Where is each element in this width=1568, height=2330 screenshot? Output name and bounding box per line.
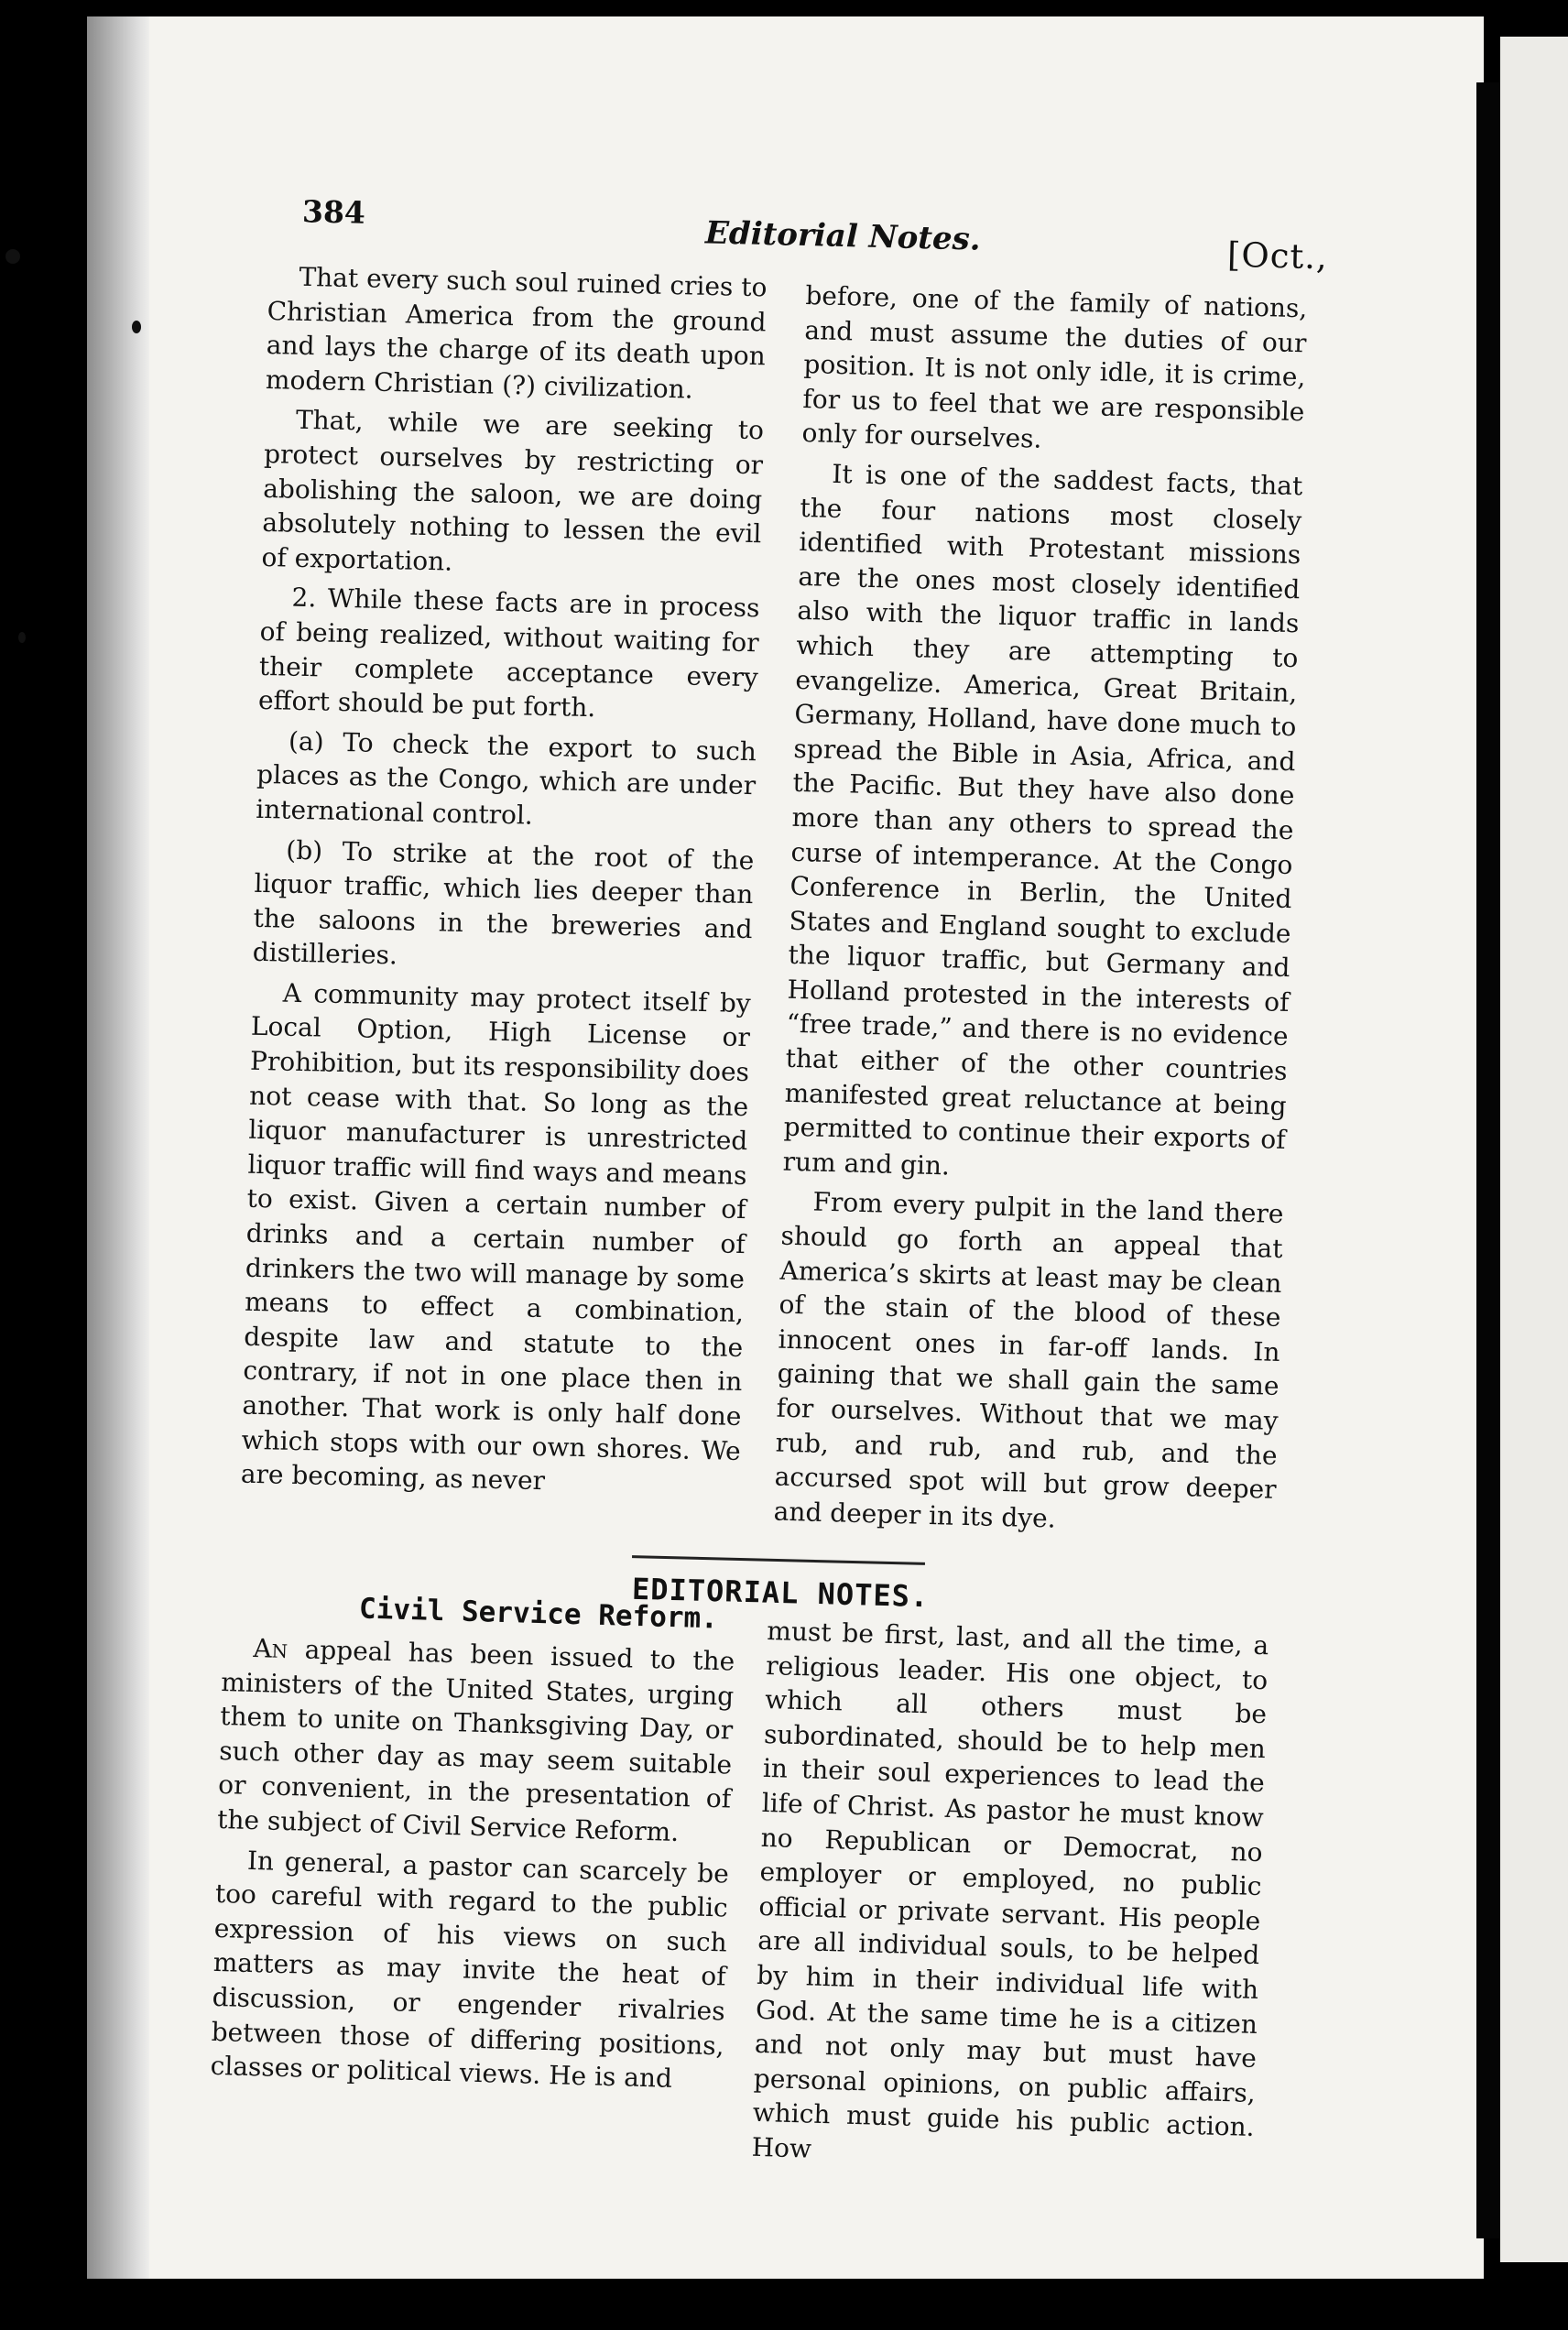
paragraph-text: appeal has been issued to the ministers of the United States, urging them to unite on Thanksgiving Day, or such other day as may seem suitable or convenient, in the presentation of the subject of Civil Service Reform. — [216, 1634, 735, 1847]
paragraph: That every such soul ruined cries to Christian America from the ground and lays the charge of its death upon modern Christian (?) civilization. — [265, 261, 768, 405]
paragraph: From every pulpit in the land there should go forth an appeal that America’s skirts at least may be clean of the stain of the blood of these innocent ones in far-off lands. In gaining that we shall gain the same for ourselves. Without that we may rub, and rub, and rub, and the accursed spot will but grow deeper and deeper in its dye. — [773, 1186, 1284, 1534]
top-left-column — [240, 259, 768, 1508]
paragraph: That, while we are seeking to protect ourselves by restricting or abolishing the saloon, we are doing absolutely nothing to lessen the evil of exportation. — [261, 405, 765, 577]
running-title: Editorial Notes. — [704, 214, 982, 258]
page-number: 384 — [301, 193, 366, 231]
paragraph: before, one of the family of nations, and must assume the duties of our position. It is not only idle, it is crime, for us to feel that we are responsible only for ourselves. — [801, 279, 1308, 455]
running-header — [301, 191, 1329, 278]
section-heading: EDITORIAL NOTES. — [631, 1571, 930, 1615]
bottom-right-column — [751, 1614, 1269, 2184]
top-right-column — [773, 278, 1308, 1547]
lead-word: An — [253, 1632, 289, 1664]
paragraph: (a) To check the export to such places as the Congo, which are under international control. — [256, 725, 757, 831]
binding-gutter — [87, 16, 149, 2279]
running-month-mark: [Oct., — [1226, 234, 1329, 278]
paragraph: must be first, last, and all the time, a religious leader. His one object, to which all others must be subordinated, should be to help men in their soul experiences to lead the life of Christ. As pastor he must know no Republican or Democrat, no employer or employed, no public official or private servant. His people are all individual souls, to be helped by him in their individual life with God. At the same time he is a citizen and not only may but must have personal opinions, on public affairs, which must guide his public action. How — [751, 1615, 1269, 2164]
paragraph: In general, a pastor can scarcely be too careful with regard to the public expression of his views on such matters as may invite the heat of discussion, or engender rivalries between those of differing positions, classes or political views. He is and — [210, 1845, 730, 2095]
scan-speck — [132, 321, 141, 333]
scan-speck — [18, 632, 26, 643]
paragraph: 2. While these facts are in process of being realized, without waiting for their complete acceptance every effort should be put forth. — [257, 582, 760, 724]
paragraph — [217, 1630, 735, 1851]
scan-speck — [5, 249, 20, 264]
paragraph: A community may protect itself by Local Option, High License or Prohibition, but its responsibility does not cease with that. So long as the liquor manufacturer is unrestricted liquor traffic will find ways and means to exist. Given a certain number of drinks and a certain number of drinkers the two will manage by some means to effect a combination, despite law and statute to the contrary, if not in one place then in another. That work is only half done which stops with our own shores. We are becoming, as never — [240, 977, 752, 1497]
paragraph: It is one of the saddest facts, that the four nations most closely identified with Protestant missions are the ones most closely identified also with the liquor traffic in lands which they are attempting to evangelize. America, Great Britain, Germany, Holland, have done much to spread the Bible in Asia, Africa, and the Pacific. But they have also done more than any others to spread the curse of intemperance. At the Congo Conference in Berlin, the United States and England sought to exclude the liquor traffic, but Germany and Holland protested in the interests of “free trade,” and there is no evidence that either of the other countries manifested great reluctance at being permitted to continue their exports of rum and gin. — [782, 458, 1303, 1181]
article-heading: Civil Service Reform. — [358, 1592, 719, 1636]
facing-page-edge — [1500, 37, 1568, 2262]
paragraph: (b) To strike at the root of the liquor traffic, which lies deeper than the saloons in the breweries and distilleries. — [252, 834, 755, 971]
bottom-left-column — [210, 1630, 735, 2103]
page-edge-shadow — [1476, 82, 1500, 2238]
